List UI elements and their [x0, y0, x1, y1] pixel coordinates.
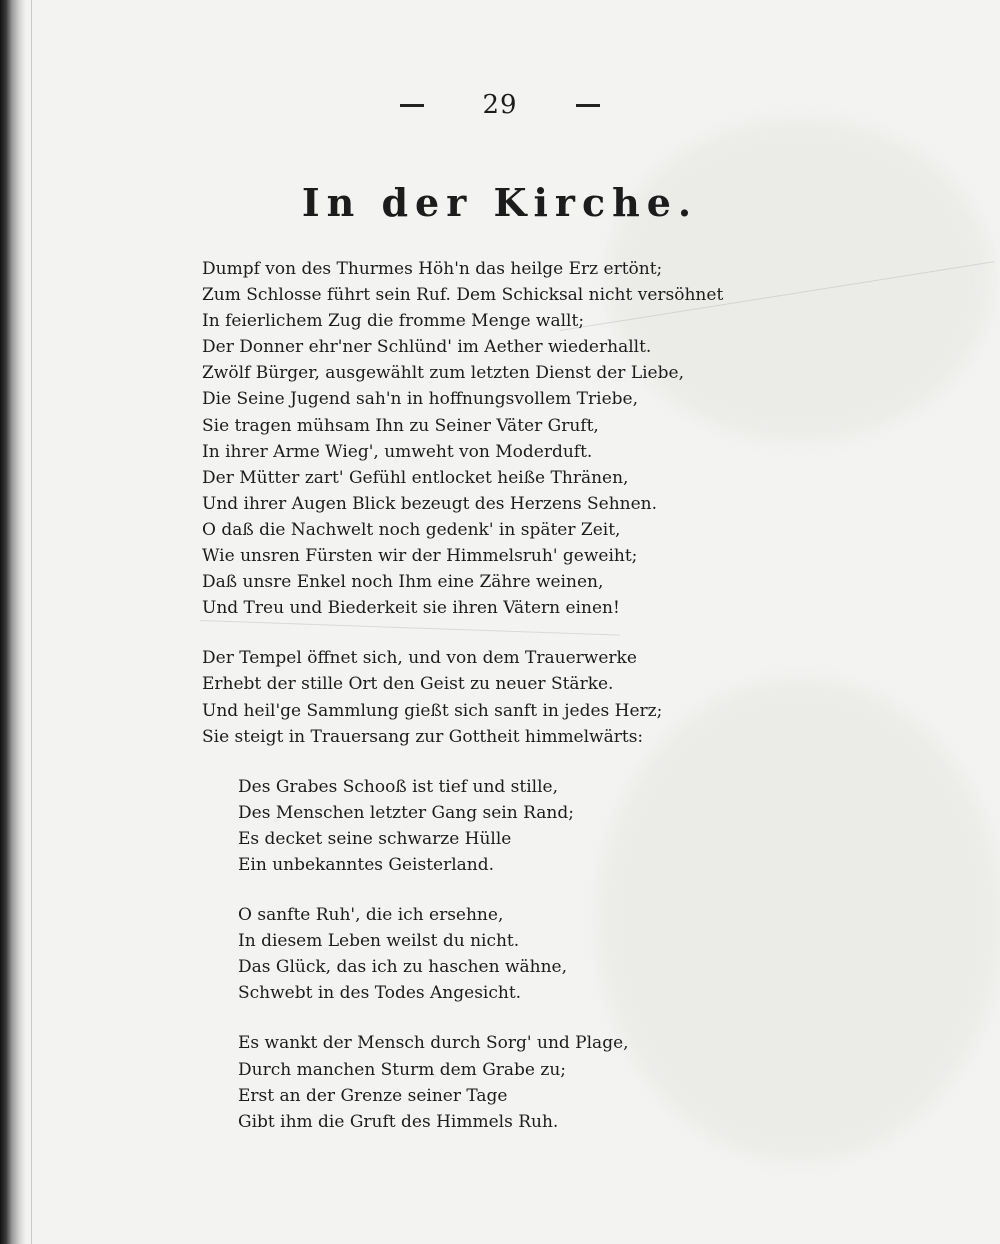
poem-body: [202, 256, 762, 1135]
poem-line: Des Grabes Schooß ist tief und stille,: [238, 776, 559, 797]
poem-line: Gibt ihm die Gruft des Himmels Ruh.: [238, 1111, 559, 1132]
page-number-dash-left: [400, 104, 424, 107]
poem-line: Sie tragen mühsam Ihn zu Seiner Väter Gruft,: [202, 415, 599, 436]
poem-line: Es decket seine schwarze Hülle: [238, 828, 512, 849]
poem-line: Erhebt der stille Ort den Geist zu neuer Stärke.: [202, 674, 614, 695]
page-number-dash-right: [576, 104, 600, 107]
poem-line: Und heil'ge Sammlung gießt sich sanft in jedes Herz;: [202, 700, 663, 721]
stanza-gap: [202, 1006, 762, 1030]
poem-line: Ein unbekanntes Geisterland.: [238, 854, 495, 875]
poem-line: Erst an der Grenze seiner Tage: [238, 1085, 508, 1106]
stanza-gap: [202, 878, 762, 902]
poem-line: In diesem Leben weilst du nicht.: [238, 931, 520, 952]
poem-line: Und Treu und Biederkeit sie ihren Vätern einen!: [202, 598, 620, 619]
stanza-gap: [202, 621, 762, 645]
poem-line: Sie steigt in Trauersang zur Gottheit himmelwärts:: [202, 726, 644, 747]
poem-line: O sanfte Ruh', die ich ersehne,: [238, 905, 504, 926]
poem-line: Schwebt in des Todes Angesicht.: [238, 983, 522, 1004]
poem-line: Und ihrer Augen Blick bezeugt des Herzens Sehnen.: [202, 493, 657, 514]
poem-line: Die Seine Jugend sah'n in hoffnungsvollem Triebe,: [202, 389, 638, 410]
stanza: [202, 645, 762, 749]
poem-title: In der Kirche.: [301, 180, 699, 225]
poem-line: Wie unsren Fürsten wir der Himmelsruh' geweiht;: [202, 546, 638, 567]
poem-line: Dumpf von des Thurmes Höh'n das heilge Erz ertönt;: [202, 259, 663, 279]
poem-line: In ihrer Arme Wieg', umweht von Moderduft.: [202, 441, 593, 462]
poem-line: Der Mütter zart' Gefühl entlocket heiße Thränen,: [202, 467, 629, 488]
poem-line: Daß unsre Enkel noch Ihm eine Zähre weinen,: [202, 572, 604, 593]
stanza: [202, 256, 762, 621]
poem-line: Zwölf Bürger, ausgewählt zum letzten Dienst der Liebe,: [202, 363, 684, 384]
hymn-stanza: [202, 902, 762, 1006]
page-number: 29: [482, 90, 518, 120]
poem-line: Der Donner ehr'ner Schlünd' im Aether wiederhallt.: [202, 337, 652, 358]
poem-line: Zum Schlosse führt sein Ruf. Dem Schicksal nicht versöhnet: [202, 285, 724, 306]
poem-line: In feierlichem Zug die fromme Menge wallt;: [202, 311, 585, 332]
poem-line: O daß die Nachwelt noch gedenk' in später Zeit,: [202, 519, 621, 540]
stanza-gap: [202, 750, 762, 774]
poem-line: Es wankt der Mensch durch Sorg' und Plage,: [238, 1033, 629, 1054]
hymn-stanza: [202, 774, 762, 878]
poem-line: Das Glück, das ich zu haschen wähne,: [238, 957, 567, 978]
poem-line: Der Tempel öffnet sich, und von dem Trauerwerke: [202, 648, 637, 669]
hymn-stanza: [202, 1030, 762, 1134]
poem-line: Des Menschen letzter Gang sein Rand;: [238, 802, 574, 823]
poem-line: Durch manchen Sturm dem Grabe zu;: [238, 1059, 567, 1080]
page-number-row: [400, 88, 600, 122]
